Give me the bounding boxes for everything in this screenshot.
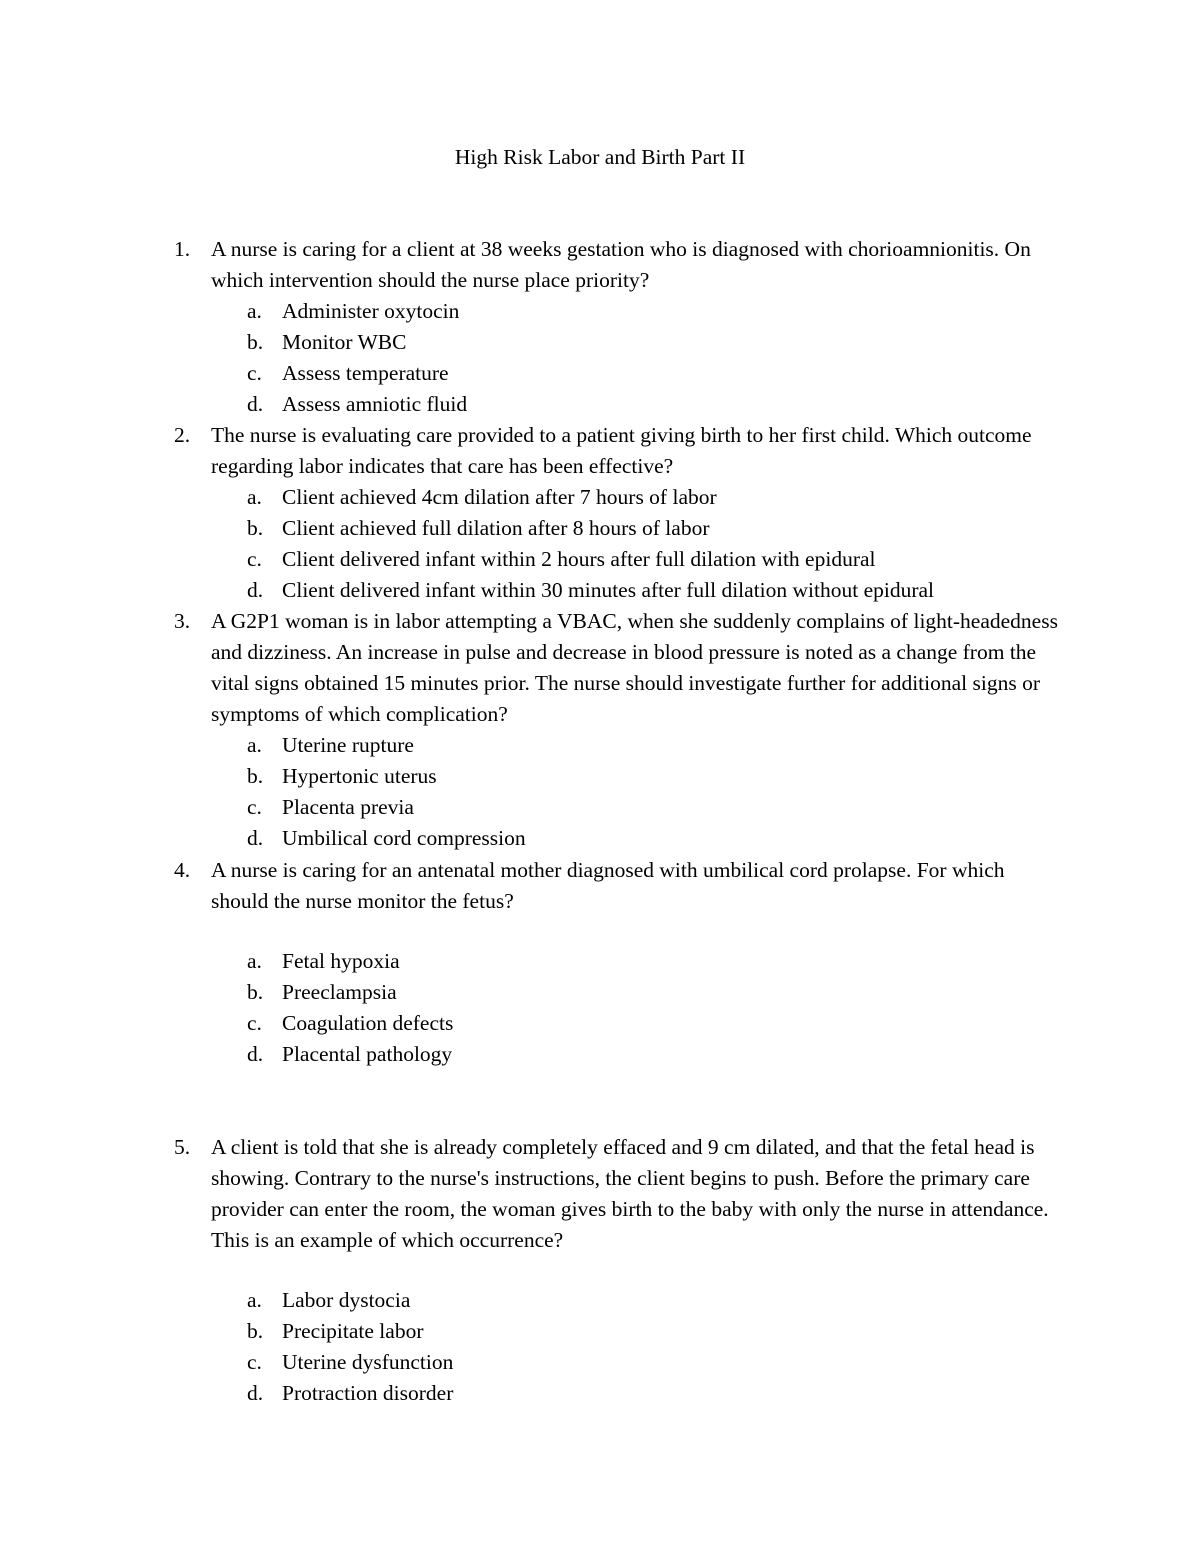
option-text: Client achieved 4cm dilation after 7 hours of labor [282,485,717,509]
option-item [174,327,1064,358]
option-text: Assess amniotic fluid [282,392,468,416]
option-text: Client delivered infant within 30 minutes after full dilation without epidural [282,578,935,602]
option-letter: b. [247,980,264,1004]
option-item [174,1347,1064,1378]
option-text: Protraction disorder [282,1381,454,1405]
option-letter: a. [247,733,262,757]
option-text: Placenta previa [282,795,414,819]
spacer [174,917,1064,946]
option-list [174,482,1064,606]
option-item [174,482,1064,513]
option-letter: c. [247,547,262,571]
option-text: Monitor WBC [282,330,407,354]
option-item [174,358,1064,389]
option-letter: c. [247,795,262,819]
option-text: Fetal hypoxia [282,949,400,973]
question-text: A nurse is caring for an antenatal mother diagnosed with umbilical cord prolapse. For which should the nurse monitor the fetus? [211,858,1005,913]
option-text: Labor dystocia [282,1288,411,1312]
option-text: Client delivered infant within 2 hours after full dilation with epidural [282,547,876,571]
option-item [174,946,1064,977]
option-text: Uterine dysfunction [282,1350,454,1374]
option-letter: d. [247,578,264,602]
question-number: 2. [174,423,191,447]
option-item [174,544,1064,575]
option-letter: c. [247,361,262,385]
option-item [174,296,1064,327]
option-letter: b. [247,1319,264,1343]
option-item [174,730,1064,761]
option-text: Coagulation defects [282,1011,454,1035]
option-item [174,389,1064,420]
option-item [174,1378,1064,1409]
question-1 [174,234,1064,420]
option-item [174,1008,1064,1039]
option-letter: d. [247,1042,264,1066]
option-letter: b. [247,330,264,354]
option-list [174,296,1064,420]
option-letter: d. [247,392,264,416]
question-text: The nurse is evaluating care provided to a patient giving birth to her first child. Which outcome regarding labor indicates that care has been effective? [211,423,1032,478]
option-letter: b. [247,516,264,540]
question-text: A client is told that she is already completely effaced and 9 cm dilated, and that the fetal head is showing. Contrary to the nurse's instructions, the client begins to push. Before the primary care provider can enter the room, the woman gives birth to the baby with only the nurse in attendance. This is an example of which occurrence? [211,1135,1049,1252]
option-text: Uterine rupture [282,733,414,757]
option-text: Placental pathology [282,1042,453,1066]
option-letter: c. [247,1350,262,1374]
question-number: 3. [174,609,191,633]
option-letter: a. [247,485,262,509]
page-title: High Risk Labor and Birth Part II [454,145,746,169]
option-letter: d. [247,826,264,850]
option-item [174,575,1064,606]
question-text: A nurse is caring for a client at 38 weeks gestation who is diagnosed with chorioamnionitis. On which intervention should the nurse place priority? [211,237,1031,292]
option-item [174,1285,1064,1316]
option-letter: a. [247,299,262,323]
option-letter: c. [247,1011,262,1035]
option-letter: d. [247,1381,264,1405]
question-text: A G2P1 woman is in labor attempting a VBAC, when she suddenly complains of light-headedness and dizziness. An increase in pulse and decrease in blood pressure is noted as a change from the vital signs obtained 15 minutes prior. The nurse should investigate further for additional signs or symptoms of which complication? [211,609,1058,726]
question-number: 5. [174,1135,191,1159]
question-3 [174,606,1064,854]
question-number: 1. [174,237,191,261]
option-item [174,792,1064,823]
spacer [174,1256,1064,1285]
option-letter: a. [247,949,262,973]
option-item [174,977,1064,1008]
option-letter: b. [247,764,264,788]
option-list [174,946,1064,1070]
option-item [174,513,1064,544]
option-item [174,1316,1064,1347]
question-2 [174,420,1064,606]
option-text: Hypertonic uterus [282,764,437,788]
option-text: Administer oxytocin [282,299,460,323]
option-letter: a. [247,1288,262,1312]
option-item [174,823,1064,854]
option-item [174,761,1064,792]
option-list [174,1285,1064,1409]
option-text: Client achieved full dilation after 8 hours of labor [282,516,710,540]
option-text: Umbilical cord compression [282,826,526,850]
option-text: Preeclampsia [282,980,397,1004]
question-number: 4. [174,858,191,882]
option-list [174,730,1064,854]
option-item [174,1039,1064,1070]
question-4 [174,855,1064,1070]
option-text: Precipitate labor [282,1319,424,1343]
option-text: Assess temperature [282,361,449,385]
question-5 [174,1132,1064,1409]
